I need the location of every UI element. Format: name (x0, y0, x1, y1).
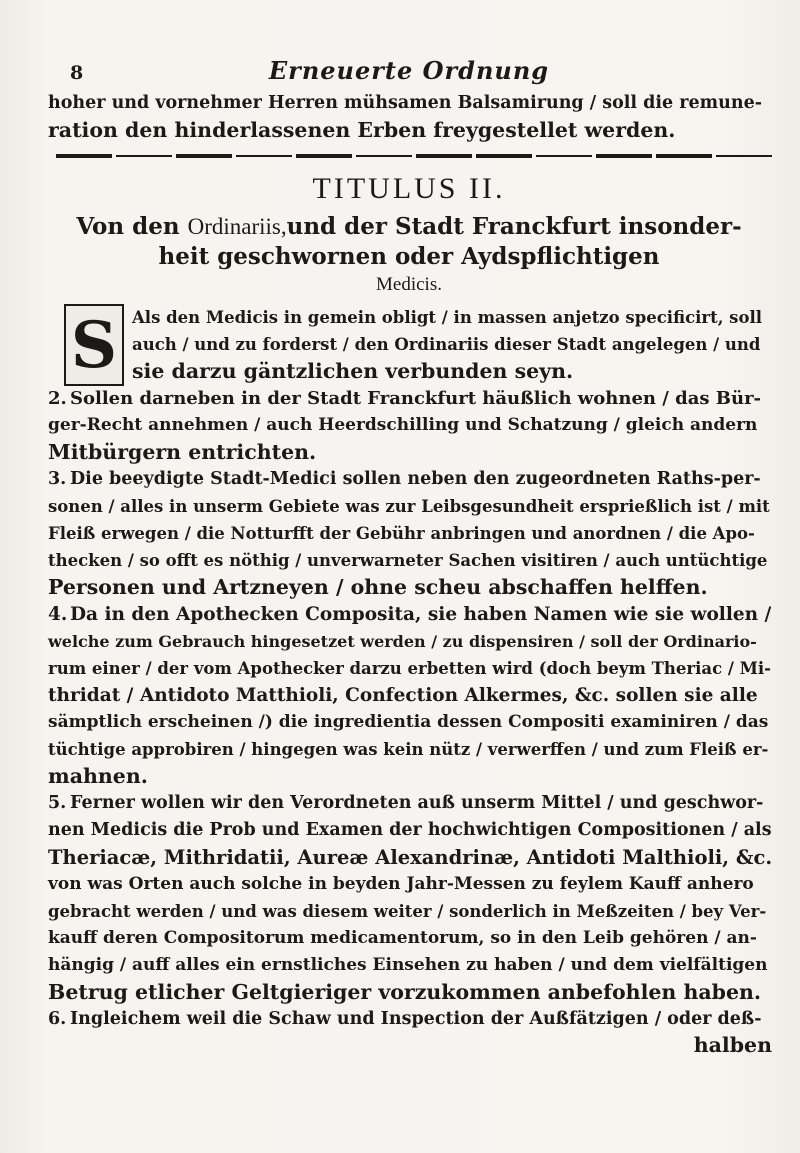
intro-text (48, 90, 772, 144)
subtitle-latin: Ordinariis, (187, 214, 287, 239)
text-line: auch / und zu forderst / den Ordinariis dieser Stadt angelegen / und (132, 335, 761, 354)
text-line: mahnen. (48, 764, 148, 788)
text-line: Als den Medicis in gemein obligt / in massen anjetzo specificirt, soll (132, 308, 763, 327)
text-line: sonen / alles in unserm Gebiete was zur Leibsgesundheit ersprießlich ist / mit (48, 497, 770, 516)
text-line: Personen und Artzneyen / ohne scheu abschaffen helffen. (48, 575, 708, 599)
text-line: ration den hinderlassenen Erben freygestellet werden. (48, 118, 676, 142)
section-subtitle-line3: Medicis. (376, 274, 442, 295)
text-line: welche zum Gebrauch hingesetzet werden / zu dispensiren / soll der Ordinario- (48, 632, 757, 651)
text-line: Da in den Apothecken Composita, sie haben Namen wie sie wollen / (70, 604, 772, 625)
header-title: Erneuerte Ordnung (268, 56, 550, 85)
catchword: halben (693, 1033, 772, 1057)
running-head (48, 52, 770, 86)
section-heading: TITULUS II. (312, 172, 506, 205)
paragraph-number: 2. (48, 388, 67, 409)
paragraph-1 (48, 304, 772, 385)
text-line: ger-Recht annehmen / auch Heerdschilling und Schatzung / gleich andern (48, 415, 758, 435)
text-line: thridat / Antidoto Matthioli, Confection Alkermes, &c. sollen sie alle (48, 685, 758, 706)
section-subtitle-line2: heit geschwornen oder Aydspflichtigen (158, 243, 660, 270)
text-line: Sollen darneben in der Stadt Franckfurt häußlich wohnen / das Bür- (70, 388, 762, 409)
text-line: nen Medicis die Prob und Examen der hochwichtigen Compositionen / als (48, 820, 772, 840)
text-line: Ingleichem weil die Schaw und Inspection der Außfätzigen / oder deß- (70, 1009, 762, 1029)
subtitle-part: und der Stadt Franckfurt insonder- (286, 213, 742, 240)
text-line: gebracht werden / und was diesem weiter / sonderlich in Meßzeiten / bey Ver- (48, 902, 767, 921)
paragraph-3 (48, 466, 772, 601)
page-number: 8 (70, 62, 84, 84)
text-line: Fleiß erwegen / die Notturfft der Gebühr anbringen und anordnen / die Apo- (48, 524, 755, 543)
section-subtitle (48, 212, 770, 242)
paragraph-6 (48, 1006, 772, 1033)
paragraph-number: 5. (48, 793, 67, 813)
text-line: thecken / so offt es nöthig / unverwarneter Sachen visitiren / auch untüchtige (48, 551, 768, 570)
text-line: Ferner wollen wir den Verordneten auß unserm Mittel / und geschwor- (70, 793, 764, 813)
paragraph-2 (48, 385, 772, 466)
text-line: Theriacæ, Mithridatii, Aureæ Alexandrinæ, Antidoti Malthioli, &c. (48, 846, 773, 869)
text-line: tüchtige approbiren / hingegen was kein nütz / verwerffen / und zum Fleiß er- (48, 740, 769, 759)
text-line: von was Orten auch solche in beyden Jahr-Messen zu feylem Kauff anhero (48, 874, 754, 894)
text-line: sie darzu gäntzlichen verbunden seyn. (132, 359, 574, 383)
paragraph-number: 4. (48, 604, 68, 625)
text-line: rum einer / der vom Apothecker darzu erbetten wird (doch beym Theriac / Mi- (48, 659, 772, 678)
paragraph-number: 3. (48, 469, 67, 489)
paragraph-5 (48, 790, 772, 1006)
subtitle-part: Von den (76, 213, 180, 240)
text-line: kauff deren Compositorum medicamentorum, so in den Leib gehören / an- (48, 928, 757, 948)
paragraph-number: 6. (48, 1009, 67, 1029)
text-line: Die beeydigte Stadt-Medici sollen neben den zugeordneten Raths-per- (70, 469, 761, 489)
text-line: hoher und vornehmer Herren mühsamen Balsamirung / soll die remune- (48, 93, 762, 113)
paragraph-4 (48, 601, 772, 790)
ornamental-rule (56, 154, 772, 158)
text-line: sämptlich erscheinen /) die ingredientia dessen Compositi examiniren / das (48, 712, 769, 732)
decorated-initial: S (64, 304, 124, 386)
text-line: Betrug etlicher Geltgieriger vorzukommen anbefohlen haben. (48, 980, 762, 1004)
text-line: hängig / auff alles ein ernstliches Einsehen zu haben / und dem vielfältigen (48, 955, 768, 975)
text-line: Mitbürgern entrichten. (48, 440, 317, 464)
